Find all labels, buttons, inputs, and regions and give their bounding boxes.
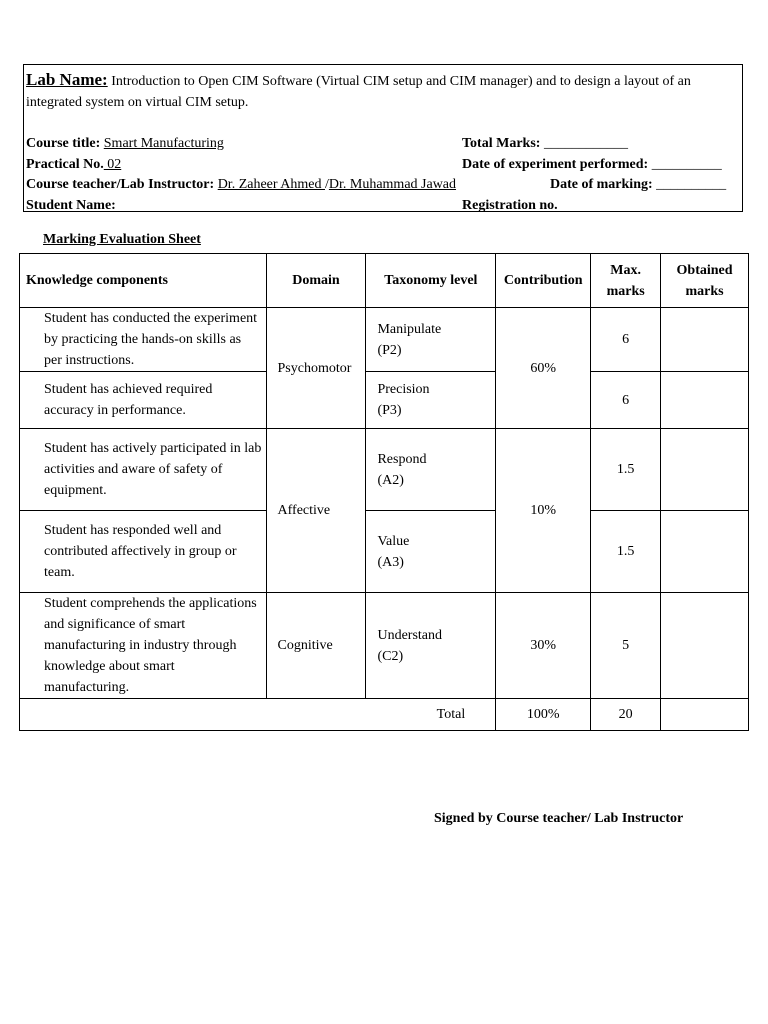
max-marks-cell: 1.5 <box>591 429 661 511</box>
header-knowledge: Knowledge components <box>20 254 267 308</box>
max-marks-cell: 6 <box>591 308 661 372</box>
component-cell: Student has conducted the experiment by practicing the hands-on skills as per instructions. <box>20 308 267 372</box>
total-marks-blank: ____________ <box>540 136 628 151</box>
lab-name-text: Introduction to Open CIM Software (Virtual CIM setup and CIM manager) and to design a layout of an integrated system on virtual CIM setup. <box>26 74 691 110</box>
taxonomy-cell: Precision (P3) <box>366 372 496 429</box>
table-row <box>20 372 749 429</box>
teacher-value-1: Dr. Zaheer Ahmed <box>217 177 325 192</box>
header-max-marks: Max. marks <box>591 254 661 308</box>
registration-label: Registration no. <box>462 197 558 213</box>
taxonomy-cell: Respond (A2) <box>366 429 496 511</box>
total-marks-label: Total Marks: <box>462 136 541 151</box>
course-title-label: Course title: <box>26 136 101 151</box>
component-cell: Student has actively participated in lab activities and aware of safety of equipment. <box>20 429 267 511</box>
sheet-title: Marking Evaluation Sheet <box>43 232 201 247</box>
course-title-value: Smart Manufacturing <box>103 136 224 151</box>
table-row <box>20 308 749 372</box>
domain-affective: Affective <box>266 429 366 593</box>
date-performed-label: Date of experiment performed: <box>462 156 649 172</box>
total-max-marks: 20 <box>591 699 661 731</box>
total-label: Total <box>20 699 496 731</box>
signature-line: Signed by Course teacher/ Lab Instructor <box>434 811 684 826</box>
taxonomy-cell: Value (A3) <box>366 511 496 593</box>
total-row <box>20 699 749 731</box>
taxonomy-cell: Understand (C2) <box>366 593 496 699</box>
contribution-cognitive: 30% <box>496 593 591 699</box>
domain-cognitive: Cognitive <box>266 593 366 699</box>
lab-name-label: Lab Name: <box>26 70 108 89</box>
contribution-psychomotor: 60% <box>496 308 591 429</box>
teacher-row <box>26 174 740 195</box>
practical-label: Practical No. <box>26 156 104 172</box>
obtained-marks-cell[interactable] <box>661 511 749 593</box>
total-contribution: 100% <box>496 699 591 731</box>
student-row <box>26 195 740 216</box>
obtained-marks-cell[interactable] <box>661 429 749 511</box>
teacher-separator: / <box>324 177 329 192</box>
obtained-marks-cell[interactable] <box>661 593 749 699</box>
header-taxonomy: Taxonomy level <box>366 254 496 308</box>
total-obtained-marks[interactable] <box>661 699 749 731</box>
table-header-row <box>20 254 749 308</box>
max-marks-cell: 1.5 <box>591 511 661 593</box>
date-performed-blank: __________ <box>648 156 722 172</box>
teacher-value-2: Dr. Muhammad Jawad <box>328 177 457 192</box>
table-row <box>20 429 749 511</box>
student-name-label: Student Name: <box>26 197 116 213</box>
teacher-label: Course teacher/Lab Instructor: <box>26 177 215 192</box>
practical-value: 02 <box>103 156 122 172</box>
max-marks-cell: 5 <box>591 593 661 699</box>
obtained-marks-cell[interactable] <box>661 372 749 429</box>
date-marking-blank: __________ <box>652 177 727 192</box>
table-row <box>20 593 749 699</box>
marking-table <box>19 253 749 731</box>
lab-info-box <box>23 64 743 212</box>
course-title-row <box>26 133 740 154</box>
lab-name-line <box>26 69 740 113</box>
header-domain: Domain <box>266 254 366 308</box>
taxonomy-cell: Manipulate (P2) <box>366 308 496 372</box>
practical-row <box>26 154 740 175</box>
component-cell: Student has responded well and contributed affectively in group or team. <box>20 511 267 593</box>
header-obtained-marks: Obtained marks <box>661 254 749 308</box>
date-marking-label: Date of marking: <box>550 177 653 192</box>
component-cell: Student has achieved required accuracy in performance. <box>20 372 267 429</box>
max-marks-cell: 6 <box>591 372 661 429</box>
domain-psychomotor: Psychomotor <box>266 308 366 429</box>
obtained-marks-cell[interactable] <box>661 308 749 372</box>
header-contribution: Contribution <box>496 254 591 308</box>
contribution-affective: 10% <box>496 429 591 593</box>
component-cell: Student comprehends the applications and significance of smart manufacturing in industry through knowledge about smart manufacturing. <box>20 593 267 699</box>
table-row <box>20 511 749 593</box>
